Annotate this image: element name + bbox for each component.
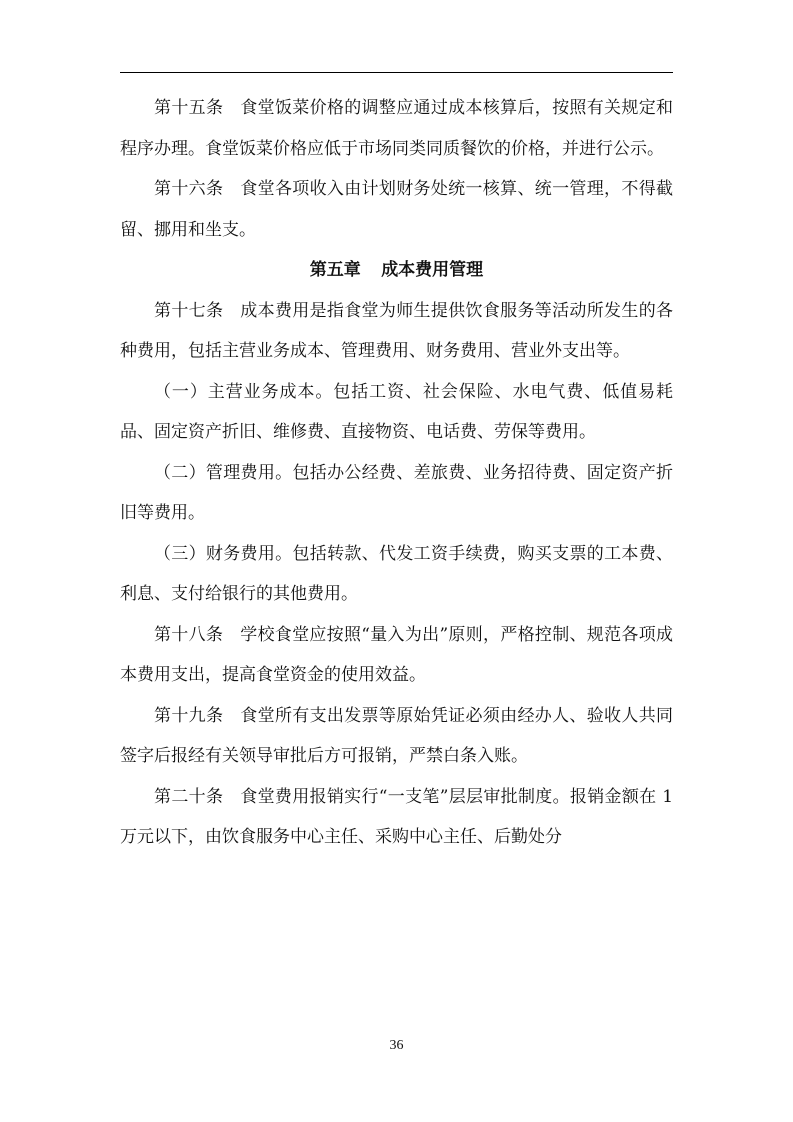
article-15-number: 第十五条 [154, 98, 224, 118]
list-item-management-cost [120, 453, 673, 534]
article-20 [120, 777, 673, 858]
article-18-text: 学校食堂应按照“量入为出”原则，严格控制、规范各项成本费用支出，提高食堂资金的使用效益。 [120, 624, 673, 685]
chapter-number: 第五章 [309, 260, 361, 280]
article-15-text: 食堂饭菜价格的调整应通过成本核算后，按照有关规定和程序办理。食堂饭菜价格应低于市场同类同质餐饮的价格，并进行公示。 [120, 98, 674, 159]
chapter-title: 成本费用管理 [381, 260, 484, 280]
article-17-text: 成本费用是指食堂为师生提供饮食服务等活动所发生的各种费用，包括主营业务成本、管理费用、财务费用、营业外支出等。 [120, 300, 674, 361]
list-item-text: （二）管理费用。包括办公经费、差旅费、业务招待费、固定资产折旧等费用。 [120, 462, 673, 523]
article-18 [120, 615, 673, 696]
article-19-text: 食堂所有支出发票等原始凭证必须由经办人、验收人共同签字后报经有关领导审批后方可报销，严禁白条入账。 [120, 705, 674, 766]
list-item-text: （三）财务费用。包括转款、代发工资手续费，购买支票的工本费、利息、支付给银行的其他费用。 [120, 543, 673, 604]
article-20-number: 第二十条 [154, 786, 224, 807]
chapter-heading [120, 250, 673, 291]
article-18-number: 第十八条 [154, 624, 224, 645]
list-item-main-business-cost [120, 372, 673, 453]
article-16 [120, 169, 673, 250]
list-item-text: （一）主营业务成本。包括工资、社会保险、水电气费、低值易耗品、固定资产折旧、维修费、直接物资、电话费、劳保等费用。 [120, 381, 673, 442]
page-number: 36 [389, 1038, 404, 1053]
article-19-number: 第十九条 [154, 705, 224, 726]
list-item-financial-cost [120, 534, 673, 615]
article-15 [120, 88, 673, 169]
article-20-text: 食堂费用报销实行“一支笔”层层审批制度。报销金额在 1 万元以下，由饮食服务中心主任、采购中心主任、后勤处分 [120, 786, 674, 847]
article-17-number: 第十七条 [154, 300, 224, 321]
article-16-text: 食堂各项收入由计划财务处统一核算、统一管理，不得截留、挪用和坐支。 [120, 179, 674, 240]
article-17 [120, 291, 673, 372]
document-body [120, 88, 673, 858]
article-19 [120, 696, 673, 777]
header-rule [120, 72, 673, 73]
article-16-number: 第十六条 [154, 179, 224, 199]
